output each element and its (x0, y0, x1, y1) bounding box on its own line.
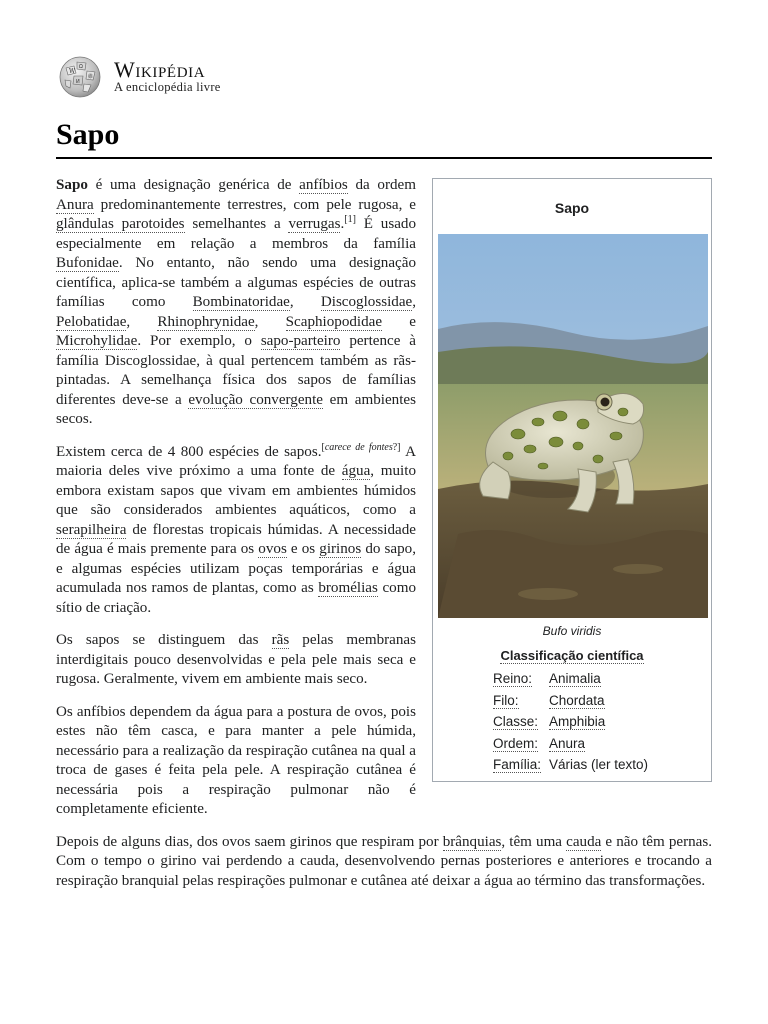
citation-needed[interactable]: [carece de fontes?] (321, 441, 401, 453)
svg-text:維: 維 (88, 74, 94, 80)
text: . Por exemplo, o (137, 333, 261, 349)
wikipedia-globe-logo[interactable] (56, 54, 104, 98)
link-pelobatidae[interactable]: Pelobatidae (56, 313, 127, 330)
link-glandulas-parotoides[interactable]: glândulas parotoides (56, 216, 185, 232)
link-evolucao-convergente[interactable]: evolução convergente (188, 391, 323, 408)
taxonomy-value[interactable]: Anura (549, 735, 586, 751)
infobox-classification-heading[interactable]: Classificação científica (500, 648, 644, 663)
link-verrugas[interactable]: verrugas (288, 216, 341, 232)
link-branquias[interactable]: brânquias (442, 833, 502, 850)
infobox (432, 178, 712, 782)
title-divider (56, 157, 712, 159)
taxonomy-value: Várias (ler texto) (549, 757, 649, 772)
text: Os anfíbios dependem da água para a postura de ovos, pois estes não têm casca, e para manter a pele húmida, necessário para a realização da respiração cutânea na qual a troca de gases é feita pela pele. A respiração cutânea é necessária pois a respiração pulmonar não é completamente eficiente. (56, 703, 416, 817)
text: pelas membranas interdigitais pouco desenvolvidas e pela pele mais seca e rugosa. Geralmente, vivem em ambiente mais seco. (56, 632, 416, 687)
text: do sapo, e algumas espécies utilizam poças temporárias e água acumulada nos ramos de plantas, como as (56, 541, 416, 596)
taxonomy-key[interactable]: Filo: (493, 692, 519, 708)
taxonomy-row-reino (493, 671, 648, 693)
taxonomy-key[interactable]: Classe: (493, 714, 539, 729)
infobox-photo-caption: Bufo viridis (542, 624, 602, 638)
taxonomy-table (493, 671, 648, 779)
taxonomy-row-classe (493, 714, 648, 736)
text: e (382, 313, 416, 330)
text: em ambientes secos. (56, 391, 416, 427)
text: , (412, 294, 417, 310)
taxonomy-value[interactable]: Amphibia (549, 714, 606, 729)
text: semelhantes a (184, 216, 289, 232)
text: predominantemente terrestres, com pele rugosa, e (93, 196, 416, 213)
link-serapilheira[interactable]: serapilheira (56, 521, 127, 538)
infobox-title: Sapo (554, 200, 590, 216)
link-scaphiopodidae[interactable]: Scaphiopodidae (285, 313, 383, 330)
paragraph-development (56, 833, 712, 892)
text: e os (286, 541, 320, 557)
taxonomy-row-ordem (493, 736, 648, 758)
text: É usado especialmente em relação a membros da família (56, 216, 416, 252)
taxonomy-row-filo (493, 693, 648, 715)
link-sapo-parteiro[interactable]: sapo-parteiro (260, 333, 341, 349)
text: pertence à família Discoglossidae, à qual pertencem também as rãs-pintadas. A semelhança física dos sapos de famílias diferentes deve-se a (56, 333, 416, 408)
text: da ordem (347, 177, 416, 193)
link-agua[interactable]: água (341, 463, 371, 479)
taxonomy-value[interactable]: Chordata (549, 692, 605, 708)
link-anura[interactable]: Anura (56, 196, 94, 213)
taxonomy-row-familia (493, 757, 648, 779)
text: Os sapos se distinguem das (56, 632, 272, 648)
text: , muito embora existam sapos que vivam em ambientes húmidos que são considerados ambientes aquáticos, como a (56, 463, 416, 518)
taxonomy-key[interactable]: Ordem: (493, 735, 539, 751)
link-ovos[interactable]: ovos (258, 541, 287, 557)
subject-term: Sapo (56, 177, 88, 193)
link-anfibios[interactable]: anfíbios (299, 177, 348, 193)
text: como sítio de criação. (56, 580, 416, 616)
link-bromelias[interactable]: bromélias (318, 580, 378, 596)
link-cauda[interactable]: cauda (566, 833, 602, 850)
article-body (56, 176, 712, 904)
text: e não têm pernas. Com o tempo o girino vai perdendo a cauda, desenvolvendo pernas posteriores e anteriores e trocando a respiração branquial pelas respirações pulmonar e cutânea até deixar a água ao término das transformações. (56, 833, 713, 889)
site-header (56, 52, 356, 102)
text: . No entanto, não sendo uma designação científica, aplica-se também a algumas espécies de outras famílias como (56, 255, 416, 310)
svg-text:Ω: Ω (79, 64, 83, 70)
link-rhinophrynidae[interactable]: Rhinophrynidae (157, 313, 255, 330)
wikipedia-tagline: A enciclopédia livre (114, 80, 221, 94)
text: , têm uma (501, 833, 567, 850)
link-girinos[interactable]: girinos (319, 541, 362, 557)
taxonomy-key[interactable]: Reino: (493, 671, 533, 686)
text: A maioria deles vive próximo a uma fonte de (56, 443, 416, 479)
svg-text:W: W (69, 68, 76, 75)
text: é uma designação genérica de (87, 177, 300, 193)
svg-text:И: И (76, 79, 80, 85)
taxonomy-value[interactable]: Animalia (549, 671, 601, 686)
toad-photo[interactable] (438, 234, 708, 618)
text: , (126, 313, 158, 330)
link-discoglossidae[interactable]: Discoglossidae (320, 294, 413, 310)
text: de florestas tropicais húmidas. A necessidade de água é mais premente para os (56, 521, 416, 557)
text: Existem cerca de 4 800 espécies de sapos. (56, 443, 322, 460)
link-bufonidae[interactable]: Bufonidae (56, 255, 119, 271)
text: , (254, 313, 286, 330)
reference-1[interactable]: [1] (344, 213, 356, 225)
text: , (289, 294, 321, 310)
page-title: Sapo (56, 118, 120, 151)
link-microhylidae[interactable]: Microhylidae (56, 333, 138, 349)
taxonomy-key[interactable]: Família: (493, 757, 542, 772)
link-bombinatoridae[interactable]: Bombinatoridae (192, 294, 290, 310)
link-ras[interactable]: rãs (271, 632, 290, 648)
wikipedia-wordmark[interactable]: Wikipédia (114, 57, 206, 82)
text: Depois de alguns dias, dos ovos saem girinos que respiram por (56, 833, 443, 850)
text: . (340, 216, 345, 232)
